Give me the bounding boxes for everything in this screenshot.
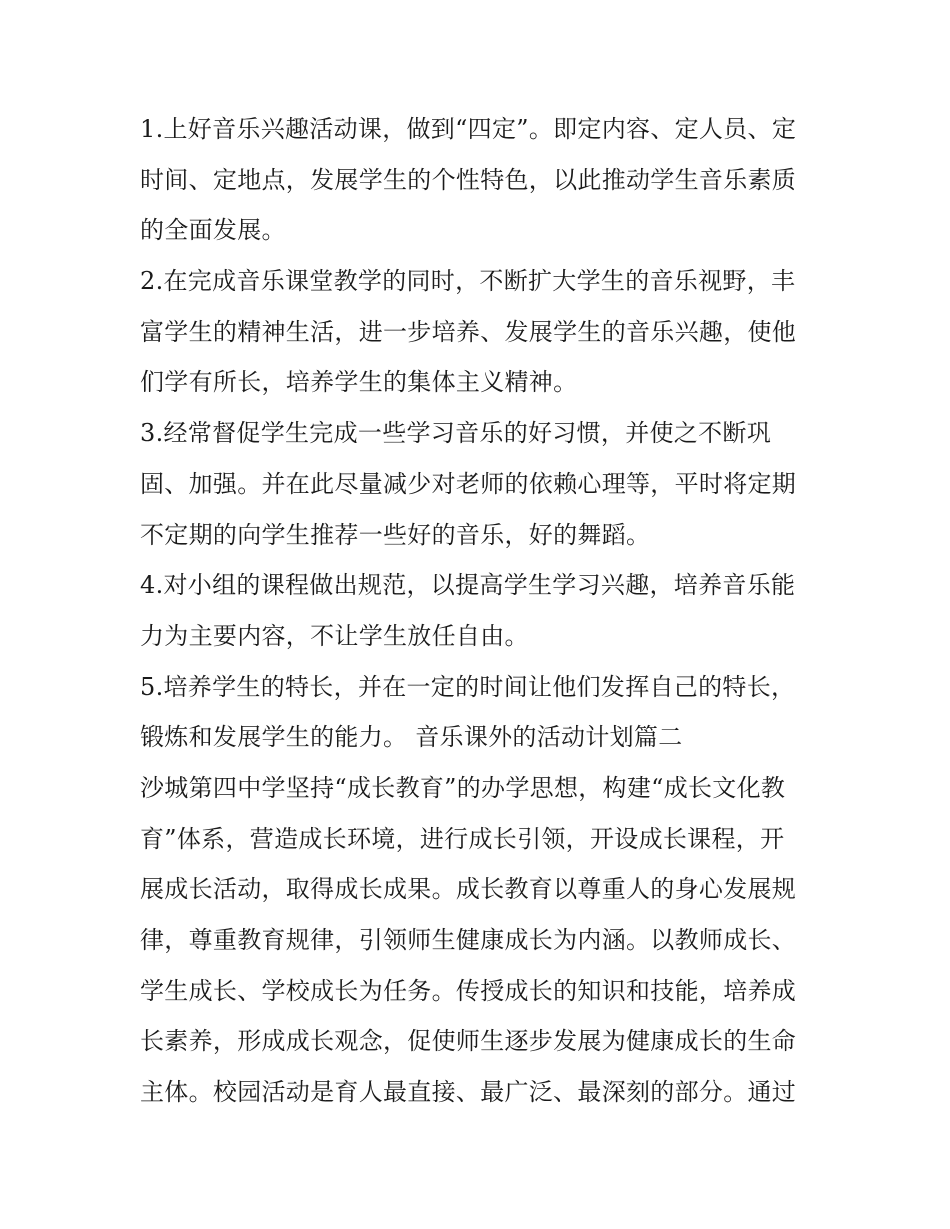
text-line: 1.上好音乐兴趣活动课，做到“四定”。即定内容、定人员、定 — [140, 115, 797, 143]
document-body — [140, 104, 830, 1118]
text-line: 不定期的向学生推荐一些好的音乐，好的舞蹈。 — [140, 520, 651, 549]
text-line: 3.经常督促学生完成一些学习音乐的好习惯，并使之不断巩 — [140, 419, 771, 448]
text-line: 展成长活动，取得成长成果。成长教育以尊重人的身心发展规 — [140, 875, 797, 904]
text-line: 固、加强。并在此尽量减少对老师的依赖心理等，平时将定期 — [140, 469, 797, 498]
text-line: 学生成长、学校成长为任务。传授成长的知识和技能，培养成 — [140, 976, 797, 1005]
text-line: 时间、定地点，发展学生的个性特色，以此推动学生音乐素质 — [140, 165, 797, 194]
text-line: 的全面发展。 — [140, 216, 286, 245]
text-line: 4.对小组的课程做出规范，以提高学生学习兴趣，培养音乐能 — [140, 571, 796, 600]
text-line: 2.在完成音乐课堂教学的同时，不断扩大学生的音乐视野，丰 — [140, 267, 796, 296]
text-line: 育”体系，营造成长环境，进行成长引领，开设成长课程，开 — [140, 824, 785, 853]
text-line: 5.培养学生的特长，并在一定的时间让他们发挥自己的特长， — [140, 672, 796, 701]
text-line: 锻炼和发展学生的能力。 音乐课外的活动计划篇二 — [140, 723, 683, 752]
text-line: 律，尊重教育规律，引领师生健康成长为内涵。以教师成长、 — [140, 926, 797, 954]
text-line: 们学有所长，培养学生的集体主义精神。 — [140, 368, 578, 397]
text-line: 沙城第四中学坚持“成长教育”的办学思想，构建“成长文化教 — [140, 773, 786, 802]
text-line: 主体。校园活动是育人最直接、最广泛、最深刻的部分。通过 — [140, 1078, 797, 1107]
text-line: 力为主要内容，不让学生放任自由。 — [140, 621, 529, 650]
text-line: 长素养，形成成长观念，促使师生逐步发展为健康成长的生命 — [140, 1027, 797, 1056]
text-line: 富学生的精神生活，进一步培养、发展学生的音乐兴趣，使他 — [140, 317, 797, 346]
